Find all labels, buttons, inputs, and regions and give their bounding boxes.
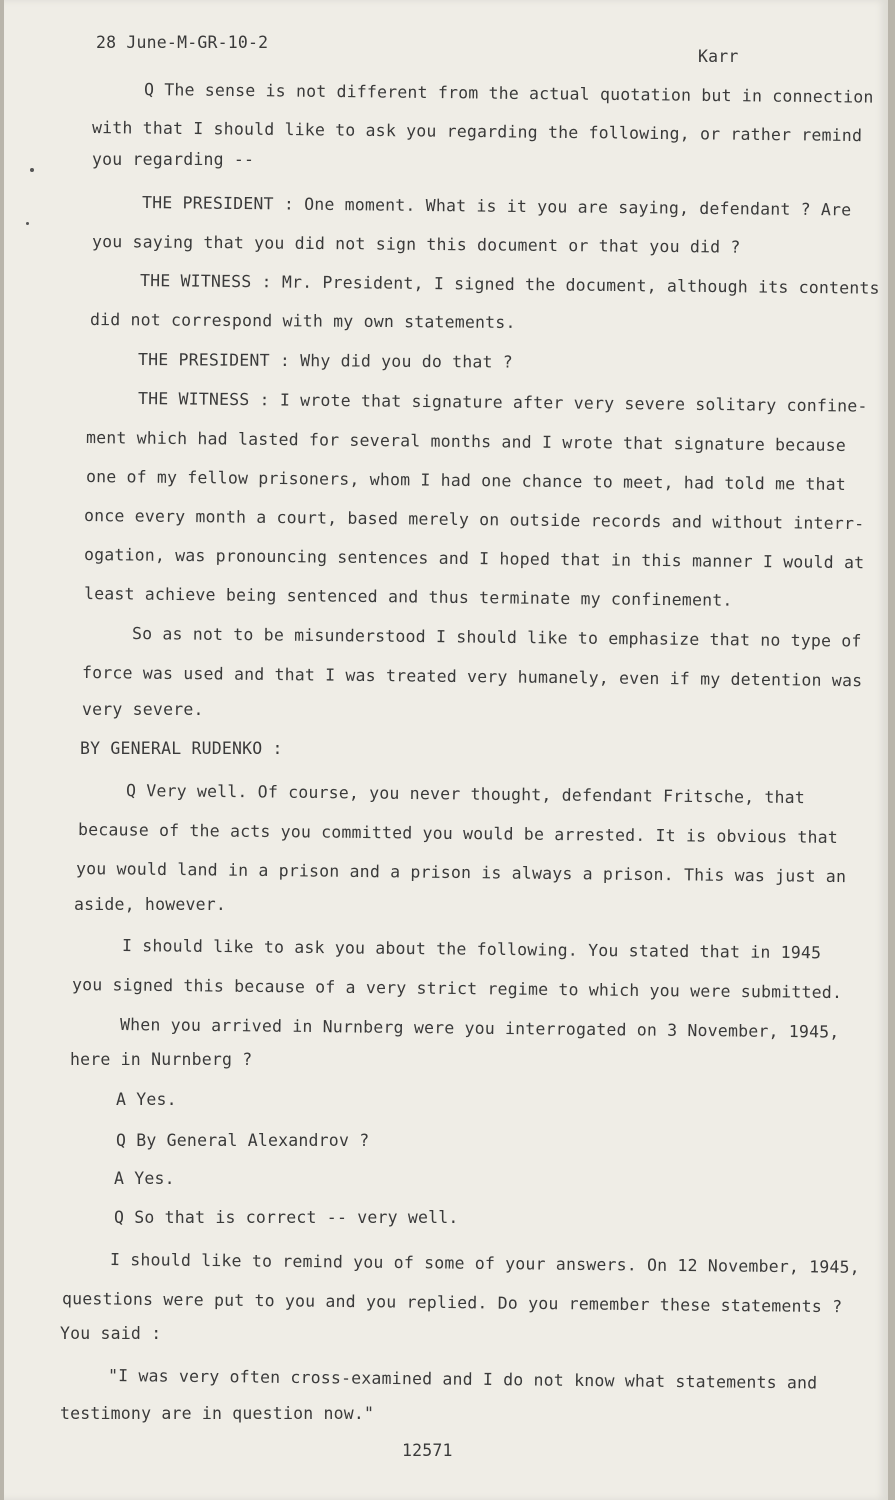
- transcript-line: Q The sense is not different from the actual quotation but in connection: [143, 80, 874, 107]
- transcript-line: You said :: [60, 1324, 162, 1343]
- transcript-line: THE PRESIDENT : Why did you do that ?: [137, 350, 514, 372]
- margin-speck: [30, 168, 34, 172]
- transcript-line: one of my fellow prisoners, whom I had one chance to meet, had told me that: [85, 467, 847, 494]
- transcript-line: Q Very well. Of course, you never thought, defendant Fritsche, that: [125, 781, 806, 808]
- document-page: [4, 0, 888, 1500]
- transcript-line: When you arrived in Nurnberg were you interrogated on 3 November, 1945,: [119, 1015, 840, 1042]
- transcript-line: you signed this because of a very strict regime to which you were submitted.: [71, 975, 843, 1003]
- transcript-line: testimony are in question now.": [60, 1404, 375, 1423]
- transcript-line: once every month a court, based merely on outside records and without interr-: [83, 506, 865, 534]
- transcript-line: "I was very often cross-examined and I do not know what statements and: [107, 1366, 818, 1393]
- transcript-line: Q So that is correct -- very well.: [114, 1208, 459, 1227]
- transcript-line: very severe.: [82, 700, 204, 719]
- transcript-line: aside, however.: [74, 895, 227, 914]
- margin-speck: [26, 222, 29, 225]
- transcript-line: A Yes.: [114, 1169, 175, 1188]
- page-reference: 28 June-M-GR-10-2: [96, 33, 269, 52]
- section-heading: BY GENERAL RUDENKO :: [80, 739, 283, 758]
- transcript-line: So as not to be misunderstood I should like to emphasize that no type of: [131, 624, 862, 651]
- page-number: 12571: [402, 1441, 453, 1460]
- reporter-name: Karr: [698, 47, 739, 66]
- transcript-line: you regarding --: [92, 150, 255, 169]
- transcript-line: force was used and that I was treated very humanely, even if my detention was: [81, 663, 863, 691]
- transcript-line: questions were put to you and you replied. Do you remember these statements ?: [61, 1289, 843, 1317]
- transcript-line: Q By General Alexandrov ?: [116, 1131, 370, 1150]
- transcript-line: I should like to ask you about the following. You stated that in 1945: [121, 936, 822, 963]
- transcript-line: because of the acts you committed you would be arrested. It is obvious that: [77, 820, 839, 847]
- transcript-line: I should like to remind you of some of your answers. On 12 November, 1945,: [109, 1250, 860, 1277]
- transcript-line: A Yes.: [116, 1090, 177, 1109]
- transcript-line: ogation, was pronouncing sentences and I hoped that in this manner I would at: [83, 545, 865, 573]
- transcript-line: you saying that you did not sign this document or that you did ?: [91, 232, 741, 257]
- transcript-line: least achieve being sentenced and thus terminate my confinement.: [83, 584, 733, 610]
- transcript-line: here in Nurnberg ?: [70, 1050, 253, 1069]
- transcript-line: you would land in a prison and a prison is always a prison. This was just an: [75, 859, 847, 887]
- transcript-line: THE WITNESS : Mr. President, I signed the document, although its contents: [139, 271, 880, 298]
- transcript-line: did not correspond with my own statements.: [89, 310, 516, 332]
- transcript-line: with that I should like to ask you regarding the following, or rather remind: [91, 118, 863, 146]
- transcript-line: ment which had lasted for several months and I wrote that signature because: [85, 428, 847, 455]
- transcript-line: THE WITNESS : I wrote that signature after very severe solitary confine-: [137, 389, 868, 416]
- transcript-line: THE PRESIDENT : One moment. What is it you are saying, defendant ? Are: [141, 193, 852, 220]
